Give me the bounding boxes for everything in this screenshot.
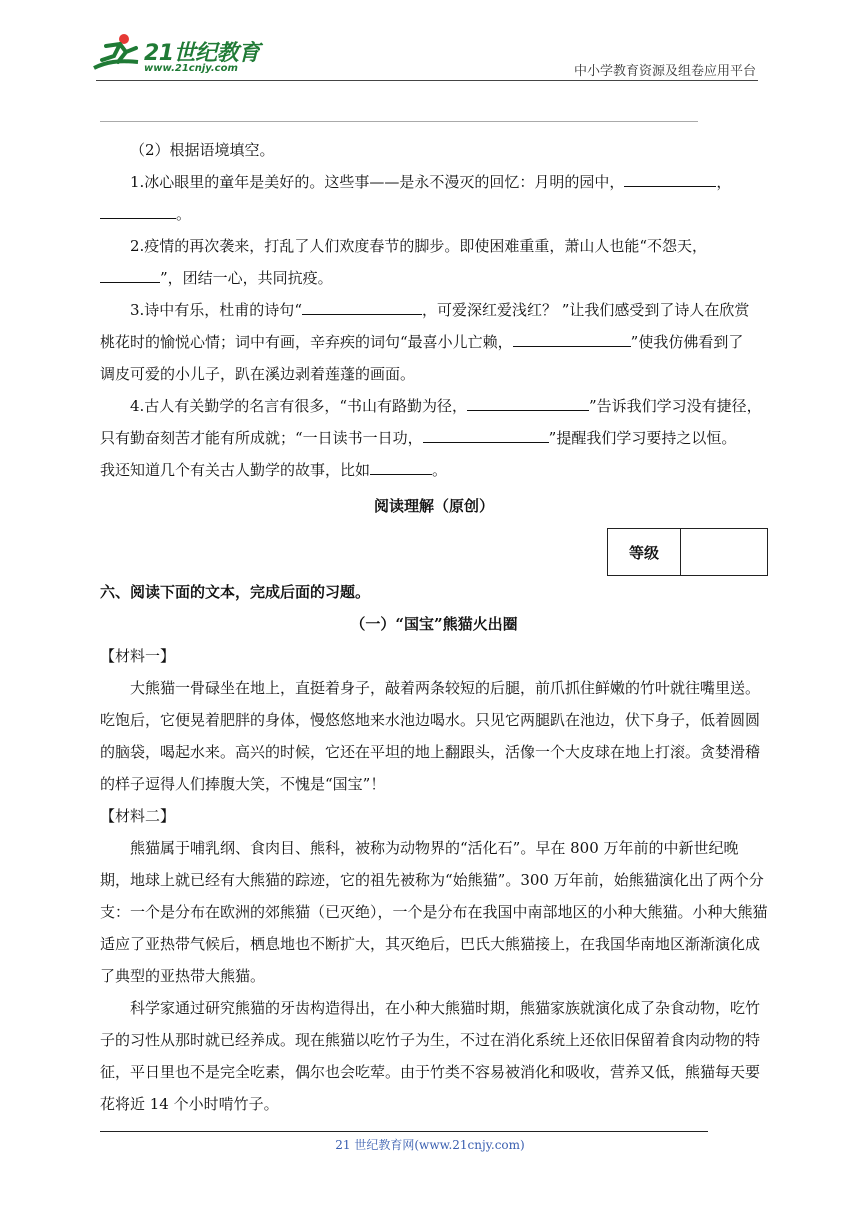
material2-paragraph-2: 科学家通过研究熊猫的牙齿构造得出，在小种大熊猫时期，熊猫家族就演化成了杂食动物，吃竹子的习性从那时就已经养成。现在熊猫以吃竹子为生，不过在消化系统上还依旧保留着食肉动物的特征，平日里也不是完全吃素，偶尔也会吃荤。由于竹类不容易被消化和吸收，营养又低，熊猫每天要花将近 14 个小时啃竹子。: [100, 999, 761, 1113]
q1-text-a: 1.冰心眼里的童年是美好的。这些事——是永不漫灭的回忆：月明的园中，: [130, 173, 625, 191]
q2-blank[interactable]: [100, 264, 160, 283]
header-divider: [96, 80, 758, 81]
q1-blank-2[interactable]: [100, 200, 176, 219]
q4-text-e: 我还知道几个有关古人勤学的故事，比如: [100, 461, 371, 479]
q2-text-a: 2.疫情的再次袭来，打乱了人们欢度春节的脚步。即使困难重重，萧山人也能“不怨天，: [130, 237, 707, 255]
q4-blank-1[interactable]: [467, 392, 589, 411]
question-3-cont: [100, 326, 768, 358]
grade-label: 等级: [608, 529, 681, 576]
question-1: [100, 166, 768, 198]
question-4: [100, 390, 768, 422]
footer-divider: [100, 1131, 708, 1132]
question-3: [100, 294, 768, 326]
runner-logo-icon: [92, 32, 142, 76]
header-subdivider: [100, 121, 698, 122]
q4-blank-3[interactable]: [370, 456, 432, 475]
q3-text-d: ”使我仿佛看到了: [630, 333, 744, 351]
q2-text-b: ”，团结一心，共同抗疫。: [160, 269, 333, 287]
platform-tagline: 中小学教育资源及组卷应用平台: [573, 64, 756, 79]
material2-label: 【材料二】: [100, 807, 176, 825]
q3-blank-1[interactable]: [302, 296, 422, 315]
logo-url: www.21cnjy.com: [144, 63, 238, 74]
q3-blank-2[interactable]: [513, 328, 631, 347]
section-title: 阅读理解（原创）: [373, 497, 494, 515]
grade-table: [607, 528, 768, 576]
q4-text-a: 4.古人有关勤学的名言有很多，“书山有路勤为径，: [130, 397, 467, 415]
q4-text-b: ”告诉我们学习没有捷径，: [588, 397, 762, 415]
q4-blank-2[interactable]: [423, 424, 549, 443]
q3-text-c: 桃花时的愉悦心情；词中有画，辛弃疾的词句“最喜小儿亡赖，: [100, 333, 513, 351]
q4-text-d: ”提醒我们学习要持之以恒。: [548, 429, 737, 447]
material1-text: 大熊猫一骨碌坐在地上，直挺着身子，敲着两条较短的后腿，前爪抓住鲜嫩的竹叶就往嘴里送。吃饱后，它便晃着肥胖的身体，慢悠悠地来水池边喝水。只见它两腿趴在池边，伏下身子，低着圆圆的脑袋，喝起水来。高兴的时候，它还在平坦的地上翻跟头，活像一个大皮球在地上打滚。贪婪滑稽的样子逗得人们捧腹大笑，不愧是“国宝”！: [100, 679, 761, 793]
material2-paragraph-1: 熊猫属于哺乳纲、食肉目、熊科，被称为动物界的“活化石”。早在 800 万年前的中新世纪晚期，地球上就已经有大熊猫的踪迹，它的祖先被称为“始熊猫”。300 万年前，始熊猫演化出了两个分支：一个是分布在欧洲的郊熊猫（已灭绝），一个是分布在我国中南部地区的小种大熊猫。小种大熊猫适应了亚热带气候后，栖息地也不断扩大，其灭绝后，巴氏大熊猫接上，在我国华南地区渐渐演化成了典型的亚热带大熊猫。: [100, 839, 768, 985]
question-2: [100, 230, 768, 262]
site-logo[interactable]: [92, 32, 262, 80]
material1-label: 【材料一】: [100, 647, 176, 665]
document-body: [100, 134, 768, 1120]
fill-intro: （2）根据语境填空。: [130, 141, 275, 159]
grade-box: [100, 526, 768, 576]
logo-text: 21世纪教育: [144, 41, 260, 66]
question-2-cont: [100, 262, 768, 294]
grade-value-cell[interactable]: [681, 529, 768, 576]
question-heading: 六、阅读下面的文本，完成后面的习题。: [100, 583, 371, 601]
q1-blank-1[interactable]: [624, 168, 716, 187]
q1-text-c: 。: [176, 205, 192, 223]
q3-text-a: 3.诗中有乐，杜甫的诗句“: [130, 301, 302, 319]
q3-text-b: ，可爱深红爱浅红？ ”让我们感受到了诗人在欣赏: [421, 301, 750, 319]
question-3-cont2: 调皮可爱的小儿子，趴在溪边剥着莲蓬的画面。: [100, 365, 416, 383]
q4-text-c: 只有勤奋刻苦才能有所成就；“一日读书一日功，: [100, 429, 423, 447]
article-title: （一）“国宝”熊猫火出圈: [350, 615, 518, 633]
question-4-cont2: [100, 454, 768, 486]
q1-text-b: ，: [716, 173, 732, 191]
question-1-cont: [100, 198, 768, 230]
question-4-cont: [100, 422, 768, 454]
page-footer[interactable]: 21 世纪教育网(www.21cnjy.com): [335, 1138, 525, 1152]
q4-text-f: 。: [432, 461, 448, 479]
page-header: [0, 0, 860, 90]
